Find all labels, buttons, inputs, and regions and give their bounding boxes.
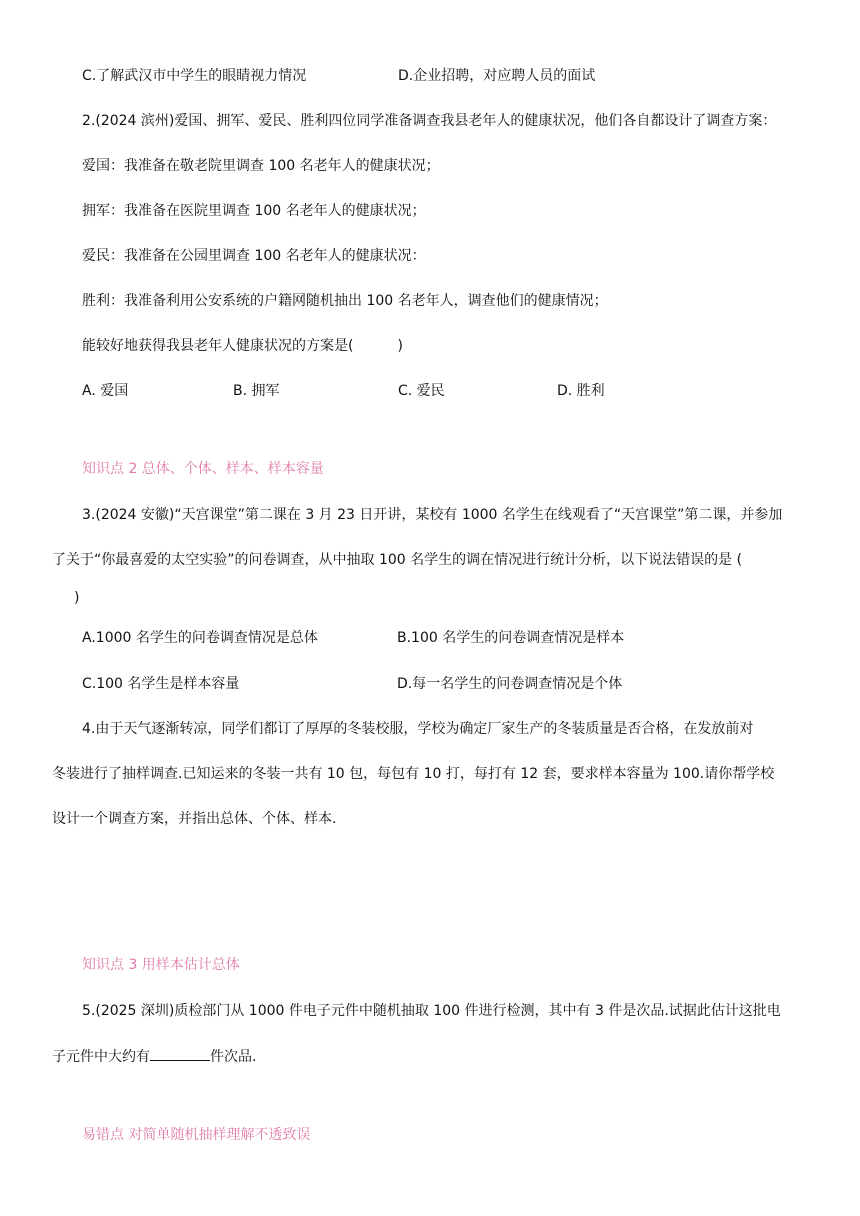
q2-plan-aimin: 爱民：我准备在公园里调查 100 名老年人的健康状况： (82, 248, 426, 264)
q2-plan-yongjun: 拥军：我准备在医院里调查 100 名老年人的健康状况； (82, 203, 426, 219)
q3-option-c: C.100 名学生是样本容量 (82, 676, 240, 692)
q3-line-2: 了关于“你最喜爱的太空实验”的问卷调查，从中抽取 100 名学生的调在情况进行统计分析，以下说法错误的是 ( (52, 552, 743, 568)
q2-option-b: B. 拥军 (233, 383, 280, 399)
q3-option-a: A.1000 名学生的问卷调查情况是总体 (82, 630, 318, 646)
q2-option-d: D. 胜利 (557, 383, 605, 399)
q2-question-suffix: ) (397, 338, 403, 354)
q5-line-2-prefix: 子元件中大约有 (52, 1049, 150, 1065)
q4-line-1: 4.由于天气逐渐转凉，同学们都订了厚厚的冬装校服，学校为确定厂家生产的冬装质量是否合格，在发放前对 (82, 721, 754, 737)
q3-line-3: ) (74, 590, 80, 606)
q2-option-a: A. 爱国 (82, 383, 129, 399)
q4-line-2: 冬装进行了抽样调查.已知运来的冬装一共有 10 包，每包有 10 打，每打有 12 套，要求样本容量为 100.请你帮学校 (52, 766, 775, 782)
q2-question (82, 336, 403, 356)
q5-line-2-suffix: 件次品. (210, 1049, 257, 1065)
q2-stem: 2.(2024 滨州)爱国、拥军、爱民、胜利四位同学准备调查我县老年人的健康状况，他们各自都设计了调查方案： (82, 113, 777, 129)
q5-line-2 (52, 1046, 256, 1067)
q2-option-c: C. 爱民 (398, 383, 445, 399)
section-heading-4: 易错点 对简单随机抽样理解不透致误 (82, 1127, 311, 1143)
q5-line-1: 5.(2025 深圳)质检部门从 1000 件电子元件中随机抽取 100 件进行检测，其中有 3 件是次品.试据此估计这批电 (82, 1003, 781, 1019)
q2-plan-shengli: 胜利：我准备利用公安系统的户籍网随机抽出 100 名老年人，调查他们的健康情况； (82, 293, 608, 309)
q3-option-b: B.100 名学生的问卷调查情况是样本 (397, 630, 625, 646)
q2-plan-aiguo: 爱国：我准备在敬老院里调查 100 名老年人的健康状况； (82, 158, 440, 174)
q5-answer-blank[interactable] (150, 1046, 210, 1061)
q1-option-d: D.企业招聘，对应聘人员的面试 (398, 68, 596, 84)
q2-question-prefix: 能较好地获得我县老年人健康状况的方案是( (82, 338, 354, 354)
q4-line-3: 设计一个调查方案，并指出总体、个体、样本. (52, 811, 337, 827)
q3-line-1: 3.(2024 安徽)“天宫课堂”第二课在 3 月 23 日开讲，某校有 1000 名学生在线观看了“天宫课堂”第二课，并参加 (82, 507, 783, 523)
section-heading-3: 知识点 3 用样本估计总体 (82, 957, 240, 973)
section-heading-2: 知识点 2 总体、个体、样本、样本容量 (82, 461, 324, 477)
q3-option-d: D.每一名学生的问卷调查情况是个体 (397, 676, 623, 692)
q1-option-c: C.了解武汉市中学生的眼睛视力情况 (82, 68, 307, 84)
